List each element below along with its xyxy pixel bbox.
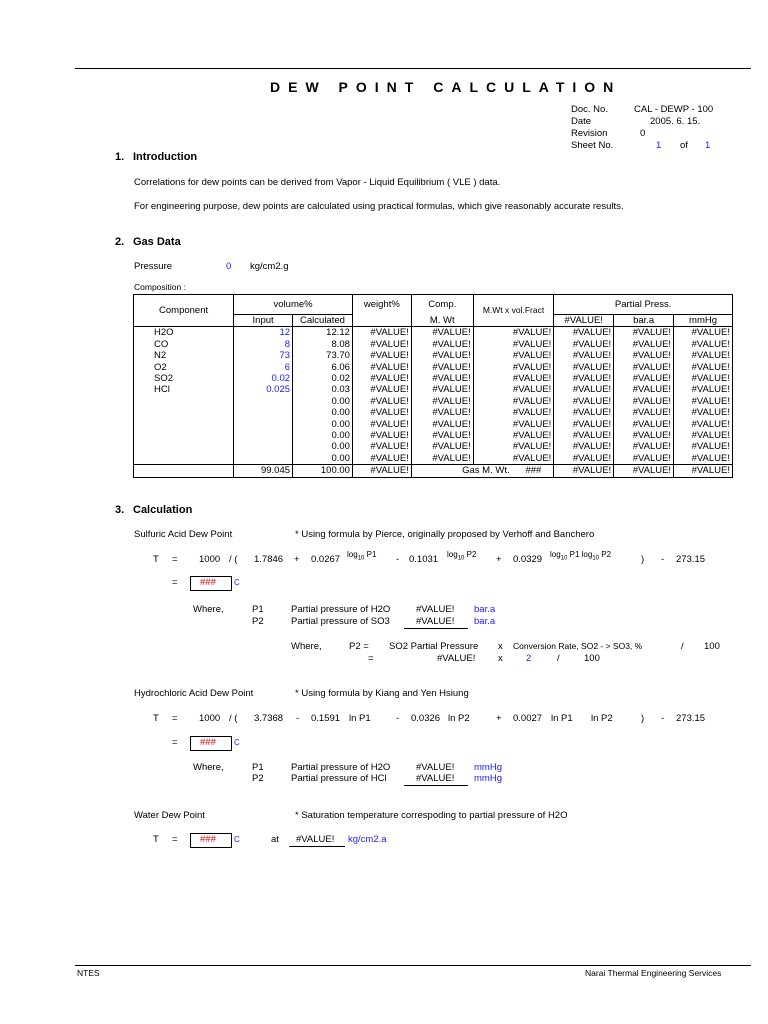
sulfuric-log-p1p2: $\log_{10} P1$ $\log_{10} P2$: [550, 550, 612, 562]
sulfuric-p2-underline: [404, 616, 468, 629]
hcl-m3: -: [661, 713, 665, 724]
cell-name: CO: [134, 339, 234, 350]
hcl-p2-desc: Partial pressure of HCl: [291, 773, 387, 784]
cell-p3: #VALUE!: [674, 384, 733, 395]
hcl-unit: C: [234, 738, 240, 747]
hcl-ln3: ln P1: [551, 713, 573, 724]
page-title: DEW POINT CALCULATION: [270, 79, 622, 95]
col-value: #VALUE!: [554, 315, 614, 327]
table-row: [134, 384, 733, 395]
footer-rule: [75, 965, 751, 966]
cell-name: [134, 407, 234, 418]
gas-mwt-value: ###: [525, 465, 542, 477]
hcl-m2: -: [396, 713, 400, 724]
calc-number: 3.: [115, 504, 125, 516]
hcl-m1: -: [296, 713, 300, 724]
cell-p1: #VALUE!: [554, 430, 614, 441]
so2-div: /: [681, 641, 684, 652]
sulfuric-p1-desc: Partial pressure of H2O: [291, 604, 391, 615]
cell-p2: #VALUE!: [614, 441, 674, 452]
sheet-of: of: [680, 140, 688, 151]
sulfuric-label: Sulfuric Acid Dew Point: [134, 529, 233, 540]
table-row: [134, 362, 733, 373]
cell-mx: #VALUE!: [473, 430, 554, 441]
cell-calc: 0.00: [293, 407, 353, 418]
total-calculated: 100.00: [293, 465, 353, 477]
cell-w: #VALUE!: [352, 396, 411, 407]
col-bara: bar.a: [614, 315, 674, 327]
cell-calc: 0.00: [293, 453, 353, 465]
water-note: * Saturation temperature correspoding to partial pressure of H2O: [295, 810, 568, 821]
gas-mwt-label: Gas M. Wt.: [462, 465, 510, 477]
hcl-result-eq: =: [172, 737, 178, 748]
doc-no-label: Doc. No.: [571, 104, 608, 115]
revision-value: 0: [640, 128, 646, 139]
intro-paragraph-1: Correlations for dew points can be derived from Vapor - Liquid Equilibrium ( VLE ) data.: [134, 177, 501, 188]
cell-w: #VALUE!: [352, 441, 411, 452]
cell-mx: #VALUE!: [473, 453, 554, 465]
cell-p2: #VALUE!: [614, 430, 674, 441]
footer-left: NTES: [77, 968, 100, 978]
cell-w: #VALUE!: [352, 430, 411, 441]
cell-mw: #VALUE!: [411, 373, 473, 384]
water-label: Water Dew Point: [134, 810, 205, 821]
cell-mw: #VALUE!: [411, 339, 473, 350]
sulfuric-result-eq: =: [172, 577, 178, 588]
col-input: Input: [234, 315, 293, 327]
hcl-note: * Using formula by Kiang and Yen Hsiung: [295, 688, 469, 699]
cell-p2: #VALUE!: [614, 407, 674, 418]
hcl-p1: +: [496, 713, 502, 724]
cell-p3: #VALUE!: [674, 350, 733, 361]
sulfuric-plus2: +: [496, 554, 502, 565]
cell-p1: #VALUE!: [554, 407, 614, 418]
cell-mx: #VALUE!: [473, 419, 554, 430]
cell-calc: 0.02: [293, 373, 353, 384]
cell-calc: 8.08: [293, 339, 353, 350]
water-eq: =: [172, 834, 178, 845]
sulfuric-p2-val: #VALUE!: [416, 616, 455, 627]
total-p3: #VALUE!: [674, 465, 733, 477]
col-mwt: M. Wt: [411, 315, 473, 327]
cell-name: [134, 419, 234, 430]
revision-label: Revision: [571, 128, 608, 139]
cell-p1: #VALUE!: [554, 339, 614, 350]
total-input: 99.045: [234, 465, 293, 477]
sulfuric-c4: 0.0329: [513, 554, 543, 565]
sulfuric-c1: 1.7846: [254, 554, 284, 565]
cell-p2: #VALUE!: [614, 362, 674, 373]
sulfuric-p2-sym: P2: [252, 616, 264, 627]
cell-mw: #VALUE!: [411, 350, 473, 361]
cell-name: HCl: [134, 384, 234, 395]
hcl-c4: 0.0027: [513, 713, 543, 724]
cell-p2: #VALUE!: [614, 419, 674, 430]
pressure-value: 0: [226, 261, 232, 272]
col-weight: weight%: [352, 295, 411, 315]
cell-p2: #VALUE!: [614, 453, 674, 465]
cell-mw: #VALUE!: [411, 441, 473, 452]
cell-p1: #VALUE!: [554, 350, 614, 361]
cell-input[interactable]: [234, 441, 293, 452]
cell-input[interactable]: 6: [234, 362, 293, 373]
hcl-p1-val: #VALUE!: [416, 762, 455, 773]
cell-mw: #VALUE!: [411, 430, 473, 441]
sulfuric-plus1: +: [294, 554, 300, 565]
hcl-eq: =: [172, 713, 178, 724]
table-row: [134, 339, 733, 350]
cell-p1: #VALUE!: [554, 396, 614, 407]
sheet-value: 1: [656, 140, 662, 151]
table-row: [134, 327, 733, 339]
cell-w: #VALUE!: [352, 327, 411, 339]
hcl-c3: 0.0326: [411, 713, 441, 724]
cell-p3: #VALUE!: [674, 419, 733, 430]
date-label: Date: [571, 116, 592, 127]
cell-p1: #VALUE!: [554, 384, 614, 395]
pressure-unit: kg/cm2.g: [250, 261, 289, 272]
cell-name: [134, 441, 234, 452]
composition-label: Composition :: [134, 282, 186, 292]
gas-number: 2.: [115, 236, 125, 248]
cell-calc: 0.00: [293, 441, 353, 452]
cell-p3: #VALUE!: [674, 430, 733, 441]
cell-input[interactable]: [234, 396, 293, 407]
hcl-where: Where,: [193, 762, 224, 773]
table-row: [134, 396, 733, 407]
cell-input[interactable]: [234, 407, 293, 418]
sulfuric-c2: 0.0267: [311, 554, 341, 565]
water-at: at: [271, 834, 279, 845]
cell-calc: 0.03: [293, 384, 353, 395]
total-weight: #VALUE!: [352, 465, 411, 477]
sulfuric-close: ): [641, 554, 645, 565]
hcl-ln2: ln P2: [448, 713, 470, 724]
cell-name: [134, 453, 234, 465]
so2-eq2: =: [368, 653, 374, 664]
hcl-T: T: [153, 713, 159, 724]
cell-name: [134, 430, 234, 441]
so2-rate: 2: [526, 653, 532, 664]
intro-heading: Introduction: [133, 151, 198, 163]
total-p1: #VALUE!: [554, 465, 614, 477]
cell-calc: 12.12: [293, 327, 353, 339]
table-row: [134, 430, 733, 441]
hcl-close: ): [641, 713, 645, 724]
cell-p2: #VALUE!: [614, 384, 674, 395]
col-component: Component: [134, 295, 234, 327]
cell-mw: #VALUE!: [411, 384, 473, 395]
intro-number: 1.: [115, 151, 125, 163]
cell-p3: #VALUE!: [674, 396, 733, 407]
so2-p2-eq: P2 =: [349, 641, 369, 652]
so2-x1: x: [498, 641, 503, 652]
cell-mx: #VALUE!: [473, 441, 554, 452]
cell-input[interactable]: [234, 419, 293, 430]
cell-input[interactable]: [234, 430, 293, 441]
cell-p3: #VALUE!: [674, 373, 733, 384]
cell-p1: #VALUE!: [554, 373, 614, 384]
sulfuric-p1-unit: bar.a: [474, 604, 496, 615]
hcl-ln1: ln P1: [349, 713, 371, 724]
cell-input[interactable]: 12: [234, 327, 293, 339]
cell-p2: #VALUE!: [614, 339, 674, 350]
sulfuric-p1-sym: P1: [252, 604, 264, 615]
hcl-p1-sym: P1: [252, 762, 264, 773]
total-p2: #VALUE!: [614, 465, 674, 477]
calc-heading: Calculation: [133, 504, 193, 516]
hcl-p2-underline: [404, 773, 468, 786]
water-T: T: [153, 834, 159, 845]
cell-p3: #VALUE!: [674, 339, 733, 350]
cell-w: #VALUE!: [352, 339, 411, 350]
water-val-unit: kg/cm2.a: [348, 834, 387, 845]
cell-mw: #VALUE!: [411, 327, 473, 339]
cell-p3: #VALUE!: [674, 362, 733, 373]
hcl-p1-desc: Partial pressure of H2O: [291, 762, 391, 773]
cell-input[interactable]: 0.02: [234, 373, 293, 384]
sulfuric-op: / (: [229, 554, 238, 565]
sulfuric-where: Where,: [193, 604, 224, 615]
cell-p1: #VALUE!: [554, 419, 614, 430]
col-calculated: Calculated: [293, 315, 353, 327]
cell-input[interactable]: 0.025: [234, 384, 293, 395]
col-mwtx: M.Wt x vol.Fract: [473, 295, 554, 327]
cell-mx: #VALUE!: [473, 350, 554, 361]
totals-row: [134, 465, 733, 477]
table-row: [134, 441, 733, 452]
cell-p1: #VALUE!: [554, 327, 614, 339]
col-comp: Comp.: [411, 295, 473, 315]
water-val-underline: [289, 834, 345, 847]
so2-where: Where,: [291, 641, 322, 652]
cell-mx: #VALUE!: [473, 327, 554, 339]
cell-p2: #VALUE!: [614, 396, 674, 407]
cell-mx: #VALUE!: [473, 339, 554, 350]
cell-p3: #VALUE!: [674, 327, 733, 339]
cell-mx: #VALUE!: [473, 373, 554, 384]
hcl-c0: 1000: [199, 713, 221, 724]
cell-p3: #VALUE!: [674, 441, 733, 452]
cell-mx: #VALUE!: [473, 396, 554, 407]
cell-mw: #VALUE!: [411, 407, 473, 418]
cell-name: H2O: [134, 327, 234, 339]
sheet-total: 1: [705, 140, 711, 151]
cell-input[interactable]: 8: [234, 339, 293, 350]
cell-mx: #VALUE!: [473, 362, 554, 373]
gas-heading: Gas Data: [133, 236, 181, 248]
cell-input[interactable]: 73: [234, 350, 293, 361]
cell-calc: 73.70: [293, 350, 353, 361]
cell-w: #VALUE!: [352, 419, 411, 430]
footer-right: Narai Thermal Engineering Services: [585, 968, 722, 978]
cell-name: [134, 396, 234, 407]
water-unit: C: [234, 835, 240, 844]
cell-p3: #VALUE!: [674, 453, 733, 465]
col-volume: volume%: [234, 295, 353, 315]
cell-p2: #VALUE!: [614, 350, 674, 361]
hcl-ln4: ln P2: [591, 713, 613, 724]
sulfuric-T: T: [153, 554, 159, 565]
cell-w: #VALUE!: [352, 407, 411, 418]
col-mmhg: mmHg: [674, 315, 733, 327]
sulfuric-c5: 273.15: [676, 554, 706, 565]
intro-paragraph-2: For engineering purpose, dew points are calculated using practical formulas, which give reasonably accurate results.: [134, 201, 624, 212]
cell-mw: #VALUE!: [411, 453, 473, 465]
cell-name: O2: [134, 362, 234, 373]
table-row: [134, 373, 733, 384]
cell-p2: #VALUE!: [614, 373, 674, 384]
cell-w: #VALUE!: [352, 373, 411, 384]
sulfuric-unit: C: [234, 578, 240, 587]
cell-w: #VALUE!: [352, 362, 411, 373]
sulfuric-c0: 1000: [199, 554, 221, 565]
cell-w: #VALUE!: [352, 453, 411, 465]
so2-hundred2: 100: [584, 653, 600, 664]
cell-p1: #VALUE!: [554, 453, 614, 465]
so2-hundred: 100: [704, 641, 720, 652]
table-row: [134, 419, 733, 430]
cell-p3: #VALUE!: [674, 407, 733, 418]
cell-p2: #VALUE!: [614, 327, 674, 339]
sulfuric-note: * Using formula by Pierce, originally proposed by Verhoff and Banchero: [295, 529, 595, 540]
hcl-label: Hydrochloric Acid Dew Point: [134, 688, 254, 699]
cell-name: SO2: [134, 373, 234, 384]
so2-partial: SO2 Partial Pressure: [389, 641, 479, 652]
hcl-c1: 3.7368: [254, 713, 284, 724]
sulfuric-p2-desc: Partial pressure of SO3: [291, 616, 390, 627]
hcl-c2: 0.1591: [311, 713, 341, 724]
so2-conv: Conversion Rate, SO2 - > SO3, %: [513, 641, 643, 651]
hcl-op: / (: [229, 713, 238, 724]
cell-calc: 0.00: [293, 396, 353, 407]
hcl-p1-unit: mmHg: [474, 762, 502, 773]
cell-mw: #VALUE!: [411, 396, 473, 407]
cell-mw: #VALUE!: [411, 419, 473, 430]
cell-calc: 0.00: [293, 419, 353, 430]
date-value: 2005. 6. 15.: [650, 116, 701, 127]
hcl-p2-unit: mmHg: [474, 773, 502, 784]
cell-p1: #VALUE!: [554, 441, 614, 452]
top-rule: [75, 68, 751, 69]
cell-calc: 6.06: [293, 362, 353, 373]
so2-div2: /: [557, 653, 560, 664]
hcl-p2-val: #VALUE!: [416, 773, 455, 784]
sulfuric-result: ###: [200, 577, 216, 588]
cell-mw: #VALUE!: [411, 362, 473, 373]
table-row: [134, 453, 733, 465]
col-partial: Partial Press.: [554, 295, 733, 315]
composition-table: [133, 294, 733, 478]
water-val: #VALUE!: [296, 834, 335, 845]
cell-name: N2: [134, 350, 234, 361]
so2-val: #VALUE!: [437, 653, 476, 664]
sulfuric-p2-unit: bar.a: [474, 616, 496, 627]
sheet-label: Sheet No.: [571, 140, 614, 151]
hcl-p2-sym: P2: [252, 773, 264, 784]
cell-input[interactable]: [234, 453, 293, 465]
cell-mx: #VALUE!: [473, 407, 554, 418]
cell-w: #VALUE!: [352, 350, 411, 361]
cell-w: #VALUE!: [352, 384, 411, 395]
sulfuric-log-p2: $\log_{10} P2$: [447, 550, 477, 562]
table-row: [134, 407, 733, 418]
sulfuric-p1-val: #VALUE!: [416, 604, 455, 615]
sulfuric-minus2: -: [661, 554, 665, 565]
hcl-c5: 273.15: [676, 713, 706, 724]
pressure-label: Pressure: [134, 261, 173, 272]
sulfuric-log-p1: $\log_{10} P1$: [347, 550, 377, 562]
so2-x2: x: [498, 653, 503, 664]
doc-no-value: CAL - DEWP - 100: [634, 104, 714, 115]
sulfuric-eq: =: [172, 554, 178, 565]
sulfuric-c3: 0.1031: [409, 554, 439, 565]
cell-p1: #VALUE!: [554, 362, 614, 373]
water-result: ###: [200, 834, 216, 845]
hcl-result: ###: [200, 737, 216, 748]
cell-calc: 0.00: [293, 430, 353, 441]
sulfuric-minus: -: [396, 554, 400, 565]
table-row: [134, 350, 733, 361]
cell-mx: #VALUE!: [473, 384, 554, 395]
